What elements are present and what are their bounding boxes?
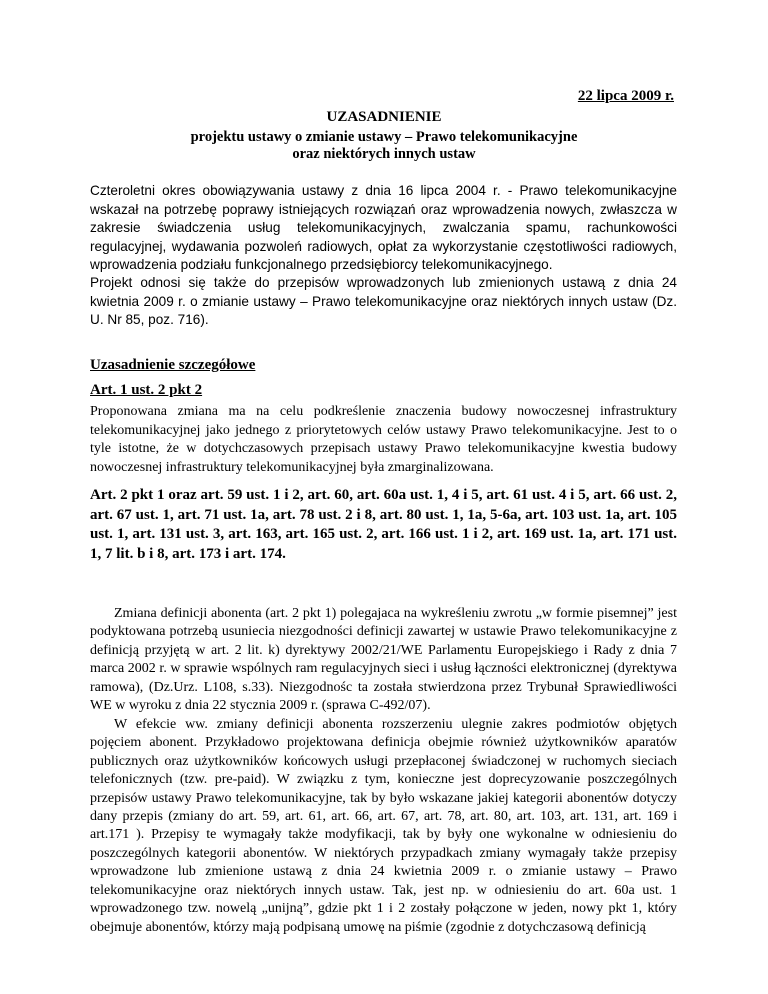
art1-heading: Art. 1 ust. 2 pkt 2 bbox=[90, 382, 203, 398]
section-heading: Uzasadnienie szczegółowe bbox=[90, 357, 256, 373]
document-subtitle bbox=[0, 129, 768, 163]
subtitle-line-1: projektu ustawy o zmianie ustawy – Prawo telekomunikacyjne bbox=[190, 129, 578, 145]
document-date: 22 lipca 2009 r. bbox=[577, 88, 674, 104]
intro-paragraph-1: Czteroletni okres obowiązywania ustawy z dnia 16 lipca 2004 r. - Prawo telekomunikacyjne wskazał na potrzebę poprawy istniejących rozwiązań oraz wprowadzenia nowych, zwłaszcza w zakresie świadczenia usług telekomunikacyjnych, zwalczania spamu, rachunkowości regulacyjnej, wydawania pozwoleń radiowych, opłat za wykorzystanie częstotliwości radiowych, wprowadzenia podziału funkcjonalnego przedsiębiorcy telekomunikacyjnego. bbox=[90, 183, 677, 272]
document-title: UZASADNIENIE bbox=[326, 109, 442, 125]
intro-paragraph-2: Projekt odnosi się także do przepisów wprowadzonych lub zmienionych ustawą z dnia 24 kwietnia 2009 r. o zmianie ustawy – Prawo telekomunikacyjne oraz niektórych innych ustaw (Dz. U. Nr 85, poz. 716). bbox=[90, 275, 677, 327]
subtitle-line-2: oraz niektórych innych ustaw bbox=[292, 146, 476, 162]
body-text bbox=[90, 605, 677, 937]
body-paragraph-1: Zmiana definicji abonenta (art. 2 pkt 1) polegajaca na wykreśleniu zwrotu „w formie pisemnej” jest podyktowana potrzebą usuniecia niezgodności definicji zawartej w ustawie Prawo telekomunikacyjne z definicją przyjętą w art. 2 lit. k) dyrektywy 2002/21/WE Parlamentu Europejskiego i Rady z dnia 7 marca 2002 r. w sprawie wspólnych ram regulacyjnych sieci i usług łączności elektronicznej (dyrektywa ramowa), (Dz.Urz. L108, s.33). Niezgodnośc ta została stwierdzona przez Trybunał Sprawiedliwości WE w wyroku z dnia 22 stycznia 2009 r. (sprawa C-492/07). bbox=[90, 606, 677, 714]
body-paragraph-2: W efekcie ww. zmiany definicji abonenta rozszerzeniu ulegnie zakres podmiotów objętych pojęciem abonent. Przykładowo projektowana definicja obejmie również użytkowników aparatów publicznych oraz użytkowników końcowych usługi przepłaconej świadczonej w ruchomych sieciach telefonicznych (tzw. pre-paid). W związku z tym, konieczne jest doprecyzowanie poszczególnych przepisów ustawy Prawo telekomunikacyjne, tak by było wskazane jakiej kategorii abonentów dotyczy dany przepis (zmiany do art. 59, art. 61, art. 66, art. 67, art. 78, art. 80, art. 103, art. 131, art. 169 i art.171 ). Przepisy te wymagały także modyfikacji, tak by były one wykonalne w odniesieniu do poszczególnych kategorii abonentów. W niektórych przypadkach zmiany wymagały także przepisy wprowadzone lub zmienione ustawą z dnia 24 kwietnia 2009 r. o zmianie ustawy – Prawo telekomunikacyjne oraz niektórych innych ustaw. Tak, jest np. w odniesieniu do art. 60a ust. 1 wprowadzonego tzw. nowelą „unijną”, gdzie pkt 1 i 2 zostały połączone w jeden, nowy pkt 1, który obejmuje abonentów, którzy mają podpisaną umowę na piśmie (zgodnie z dotychczasową definicją bbox=[90, 716, 677, 935]
art1-paragraph: Proponowana zmiana ma na celu podkreślenie znaczenia budowy nowoczesnej infrastruktury telekomunikacyjnej jako jednego z priorytetowych celów ustawy Prawo telekomunikacyjne. Jest to o tyle istotne, że w dotychczasowych przepisach ustawy Prawo telekomunikacyjne kwestia budowy nowoczesnej infrastruktury telekomunikacyjnej była zmarginalizowana. bbox=[90, 404, 677, 475]
art2-heading: Art. 2 pkt 1 oraz art. 59 ust. 1 i 2, art. 60, art. 60a ust. 1, 4 i 5, art. 61 ust. 4 i 5, art. 66 ust. 2, art. 67 ust. 1, art. 71 ust. 1a, art. 78 ust. 2 i 8, art. 80 ust. 1, 1a, 5-6a, art. 103 ust. 1a, art. 105 ust. 1, art. 131 ust. 3, art. 163, art. 165 ust. 2, art. 166 ust. 1 i 2, art. 169 ust. 1a, art. 171 ust. 1, 7 lit. b i 8, art. 173 i art. 174. bbox=[90, 487, 677, 562]
